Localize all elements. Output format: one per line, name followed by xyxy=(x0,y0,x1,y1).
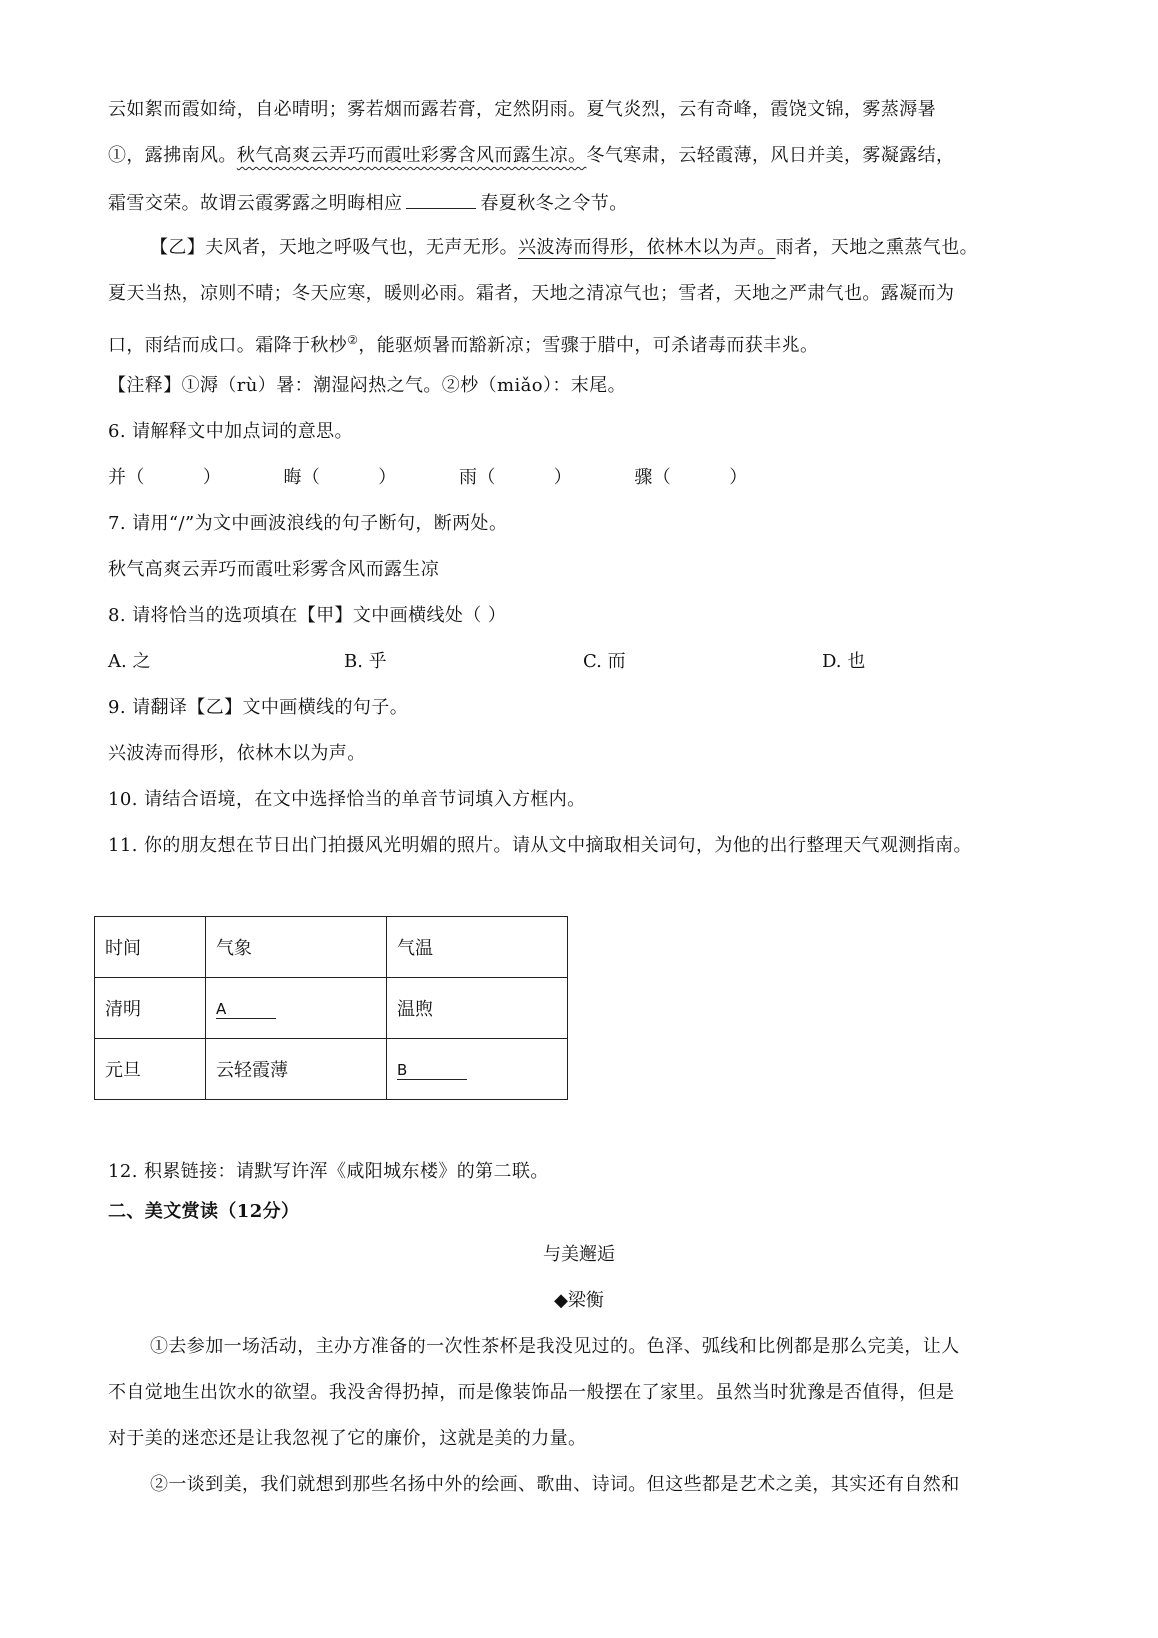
essay-p1-line-2: 不自觉地生出饮水的欲望。我没舍得扔掉，而是像装饰品一般摆在了家里。虽然当时犹豫是否值得，但是 xyxy=(108,1382,955,1403)
passage-jia-line-2 xyxy=(108,144,954,168)
table-header-cell: 气温 xyxy=(387,917,568,978)
question-6: 6. 请解释文中加点词的意思。 xyxy=(108,421,353,442)
essay-p1-line-1: ①去参加一场活动，主办方准备的一次性茶杯是我没见过的。色泽、弧线和比例都是那么完美，让人 xyxy=(150,1336,960,1357)
table-cell: 清明 xyxy=(95,978,206,1039)
passage-yi-line-1-pre: 【乙】夫风者，天地之呼吸气也，无声无形。 xyxy=(150,237,518,258)
table-header-cell: 气象 xyxy=(206,917,387,978)
table-row xyxy=(95,978,568,1039)
passage-jia-line-2-post: 冬气寒肃，云轻霞薄，风日并美，雾凝露结， xyxy=(586,145,955,166)
q6-word-3: 雨（ xyxy=(458,467,496,488)
passage-yi-line-3-pre: 口，雨结而成口。霜降于秋杪 xyxy=(108,335,348,356)
option-c: C. 而 xyxy=(583,651,626,672)
passage-jia-line-3-pre: 霜雪交荣。故谓云霞雾露之明晦相应 xyxy=(108,193,403,214)
table-header-cell: 时间 xyxy=(95,917,206,978)
option-b: B. 乎 xyxy=(344,651,387,672)
table-header-row xyxy=(95,917,568,978)
question-12: 12. 积累链接：请默写许浑《咸阳城东楼》的第二联。 xyxy=(108,1161,549,1182)
option-d: D. 也 xyxy=(822,651,866,672)
passage-jia-line-3-post: 春夏秋冬之令节。 xyxy=(480,193,628,214)
q6-close-3: ） xyxy=(553,467,573,488)
underlined-sentence: 兴波涛而得形，依林木以为声。 xyxy=(518,237,776,258)
essay-author: ◆梁衡 xyxy=(554,1290,604,1311)
passage-jia-line-2-pre: ①，露拂南风。 xyxy=(108,145,237,166)
table-cell xyxy=(387,1039,568,1100)
question-9: 9. 请翻译【乙】文中画横线的句子。 xyxy=(108,697,409,718)
passage-jia-line-3 xyxy=(108,190,628,216)
question-6-answers xyxy=(108,466,748,490)
annotation-note: 【注释】①溽（rù）暑：潮湿闷热之气。②杪（miǎo）：末尾。 xyxy=(108,375,626,396)
question-11: 11. 你的朋友想在节日出门拍摄风光明媚的照片。请从文中摘取相关词句，为他的出行整理天气观测指南。 xyxy=(108,835,972,856)
question-10: 10. 请结合语境，在文中选择恰当的单音节词填入方框内。 xyxy=(108,789,586,810)
passage-yi-line-3 xyxy=(108,328,818,358)
option-a: A. 之 xyxy=(108,651,151,672)
passage-yi-line-1-post: 雨者，天地之熏蒸气也。 xyxy=(775,237,979,258)
question-9-sentence: 兴波涛而得形，依林木以为声。 xyxy=(108,743,366,764)
q6-close-4: ） xyxy=(729,467,748,488)
q6-close-1: ） xyxy=(202,467,222,488)
answer-slot-a: A xyxy=(216,1000,276,1019)
q6-word-1: 并（ xyxy=(108,467,145,488)
q6-word-2: 晦（ xyxy=(283,467,321,488)
fill-in-blank xyxy=(406,190,476,209)
essay-title: 与美邂逅 xyxy=(543,1244,615,1265)
essay-p2-line-1: ②一谈到美，我们就想到那些名扬中外的绘画、歌曲、诗词。但这些都是艺术之美，其实还有自然和 xyxy=(150,1474,960,1495)
question-7-sentence: 秋气高爽云弄巧而霞吐彩雾含风而露生凉 xyxy=(108,559,440,580)
wavy-underlined-sentence: 秋气高爽云弄巧而霞吐彩雾含风而露生凉。 xyxy=(236,145,587,166)
question-8: 8. 请将恰当的选项填在【甲】文中画横线处（ ） xyxy=(108,605,507,626)
footnote-marker: ② xyxy=(347,333,359,347)
table-row xyxy=(95,1039,568,1100)
table-cell: 温煦 xyxy=(387,978,568,1039)
passage-yi-line-1 xyxy=(150,236,978,260)
weather-guide-table xyxy=(94,916,568,1100)
passage-yi-line-3-post: ，能驱烦暑而豁新凉；雪骤于腊中，可杀诸毒而获丰兆。 xyxy=(358,335,819,356)
section-2-heading: 二、美文赏读（12分） xyxy=(108,1201,300,1222)
q6-word-4: 骤（ xyxy=(634,467,672,488)
q6-close-2: ） xyxy=(378,467,397,488)
answer-slot-b: B xyxy=(397,1061,467,1080)
table-cell xyxy=(206,978,387,1039)
passage-jia-line-1: 云如絮而霞如绮，自必晴明；雾若烟而露若膏，定然阴雨。夏气炎烈，云有奇峰，霞饶文锦，雾蒸溽暑 xyxy=(108,99,936,120)
essay-p1-line-3: 对于美的迷恋还是让我忽视了它的廉价，这就是美的力量。 xyxy=(108,1428,587,1449)
table-cell: 云轻霞薄 xyxy=(206,1039,387,1100)
passage-yi-line-2: 夏天当热，凉则不晴；冬天应寒，暖则必雨。霜者，天地之清凉气也；雪者，天地之严肃气也。露凝而为 xyxy=(108,283,955,304)
question-7: 7. 请用“/”为文中画波浪线的句子断句，断两处。 xyxy=(108,513,508,534)
table-cell: 元旦 xyxy=(95,1039,206,1100)
